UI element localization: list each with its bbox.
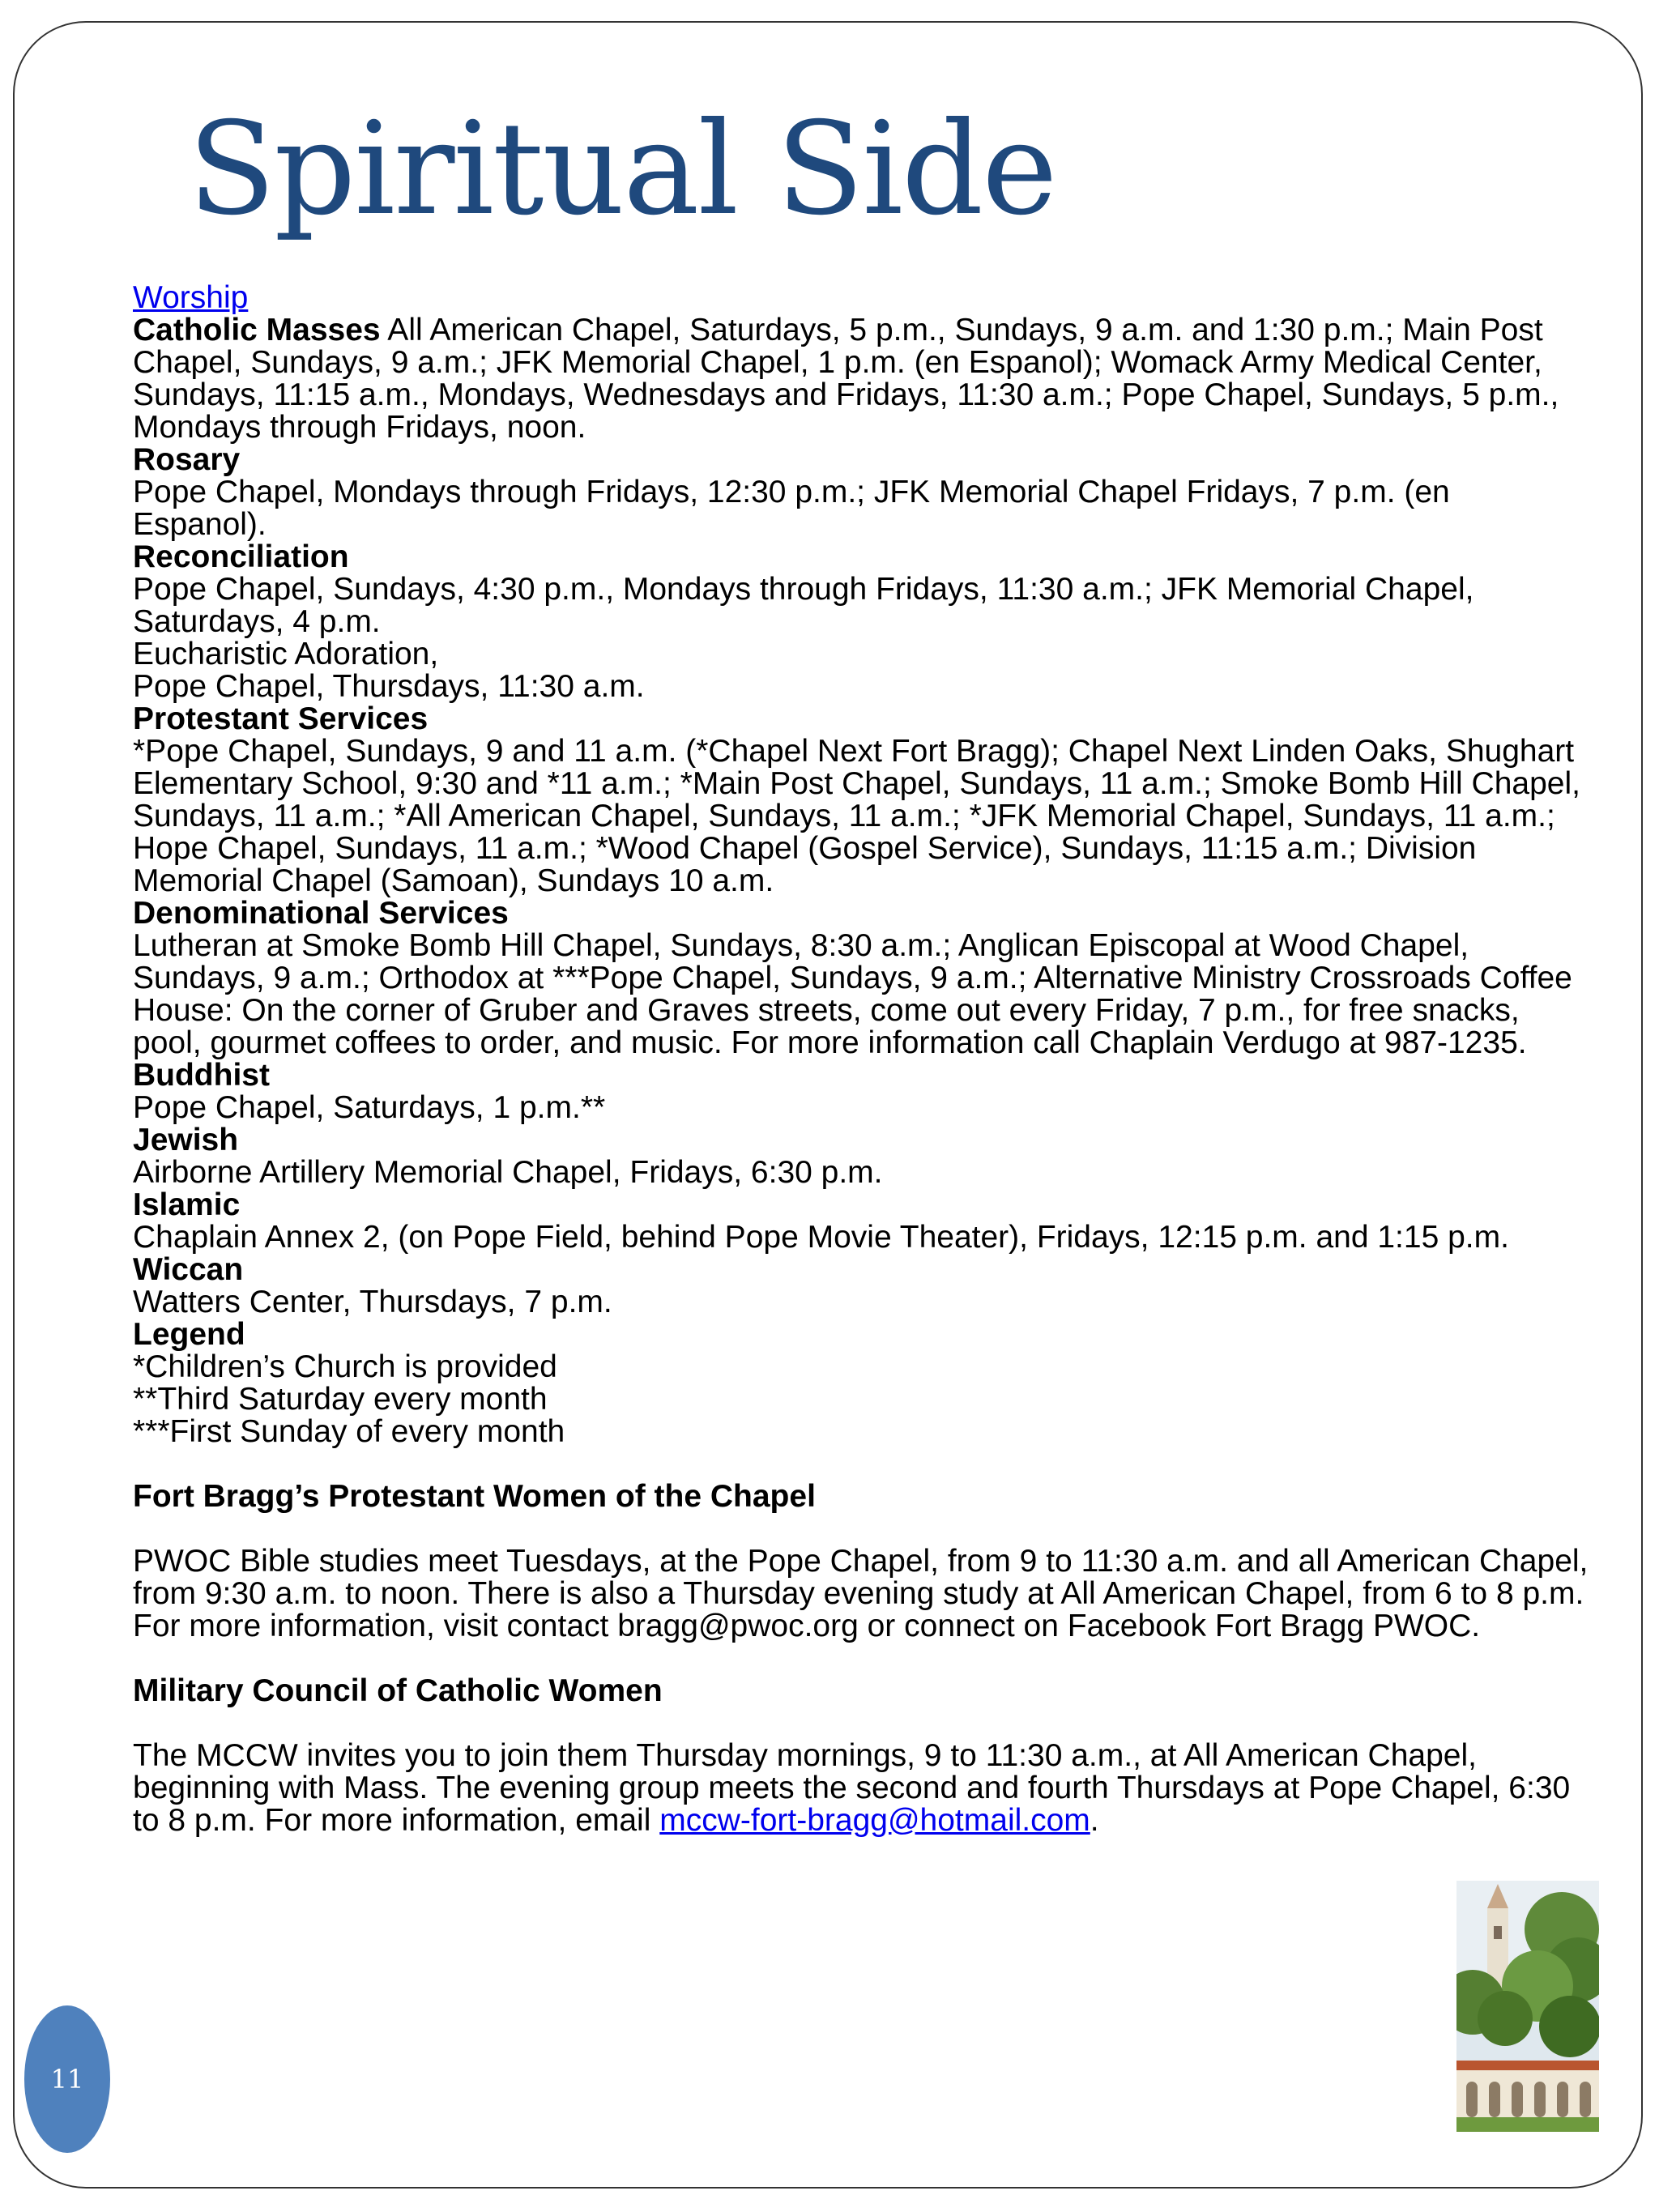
legend-item: *Children’s Church is provided xyxy=(133,1349,557,1384)
section-text: Watters Center, Thursdays, 7 p.m. xyxy=(133,1285,612,1319)
page-number-badge xyxy=(24,2005,110,2153)
mccw-text: The MCCW invites you to join them Thursday mornings, 9 to 11:30 a.m., at All American Chapel, beginning with Mass. The evening group meets the second and fourth Thursdays at Pope Chapel, 6:30 to 8 p.m. For more information, email mccw-fort-bragg@hotmail.com. xyxy=(133,1738,1571,1838)
content-body xyxy=(133,282,1591,1837)
section-heading: Islamic xyxy=(133,1187,241,1222)
mccw-email-link[interactable]: mccw-fort-bragg@hotmail.com xyxy=(659,1803,1090,1838)
section-heading: Jewish xyxy=(133,1123,239,1157)
page-number: 11 xyxy=(50,2064,84,2095)
section-heading: Wiccan xyxy=(133,1252,244,1287)
section-text: Eucharistic Adoration, xyxy=(133,637,439,671)
section-text: Pope Chapel, Sundays, 4:30 p.m., Mondays through Fridays, 11:30 a.m.; JFK Memorial Chapel, Saturdays, 4 p.m. xyxy=(133,572,1474,639)
worship-link[interactable]: Worship xyxy=(133,280,249,315)
section-heading: Buddhist xyxy=(133,1058,270,1093)
section-heading: Protestant Services xyxy=(133,701,429,736)
legend-item: **Third Saturday every month xyxy=(133,1382,548,1417)
section-heading: Reconciliation xyxy=(133,539,349,574)
section-text: All American Chapel, Saturdays, 5 p.m., Sundays, 9 a.m. and 1:30 p.m.; Main Post Chapel, Sundays, 9 a.m.; JFK Memorial Chapel, 1 p.m. (en Espanol); Womack Army Medical Center, Sundays, 11:15 a.m., Mondays, Wednesdays and Fridays, 11:30 a.m.; Pope Chapel, Sundays, 5 p.m., Mondays through Fridays, noon. xyxy=(133,313,1559,445)
section-text: Pope Chapel, Mondays through Fridays, 12:30 p.m.; JFK Memorial Chapel Fridays, 7 p.m. (en Espanol). xyxy=(133,475,1450,542)
section-catholic-masses xyxy=(133,314,1591,444)
section-heading: Rosary xyxy=(133,442,241,477)
section-text: Airborne Artillery Memorial Chapel, Fridays, 6:30 p.m. xyxy=(133,1155,883,1190)
section-text: Chaplain Annex 2, (on Pope Field, behind Pope Movie Theater), Fridays, 12:15 p.m. and 1:15 p.m. xyxy=(133,1220,1509,1255)
chapel-photo xyxy=(1456,1881,1599,2132)
section-text: Pope Chapel, Saturdays, 1 p.m.** xyxy=(133,1090,606,1125)
section-text: Lutheran at Smoke Bomb Hill Chapel, Sundays, 8:30 a.m.; Anglican Episcopal at Wood Chapel, Sundays, 9 a.m.; Orthodox at ***Pope Chapel, Sundays, 9 a.m.; Alternative Ministry Crossroads Coffee House: On the corner of Gruber and Graves streets, come out every Friday, 7 p.m., for free snacks, pool, gourmet coffees to order, and music. For more information call Chaplain Verdugo at 987-1235. xyxy=(133,928,1572,1060)
pwoc-text: PWOC Bible studies meet Tuesdays, at the Pope Chapel, from 9 to 11:30 a.m. and all American Chapel, from 9:30 a.m. to noon. There is also a Thursday evening study at All American Chapel, from 6 to 8 p.m. For more information, visit contact bragg@pwoc.org or connect on Facebook Fort Bragg PWOC. xyxy=(133,1544,1589,1643)
legend-heading: Legend xyxy=(133,1317,245,1352)
section-heading: Catholic Masses xyxy=(133,313,381,347)
pwoc-heading: Fort Bragg’s Protestant Women of the Chapel xyxy=(133,1479,816,1514)
section-text: *Pope Chapel, Sundays, 9 and 11 a.m. (*Chapel Next Fort Bragg); Chapel Next Linden Oaks, Shughart Elementary School, 9:30 and *11 a.m.; *Main Post Chapel, Sundays, 11 a.m.; Smoke Bomb Hill Chapel, Sundays, 11 a.m.; *All American Chapel, Sundays, 11 a.m.; *JFK Memorial Chapel, Sundays, 11 a.m.; Hope Chapel, Sundays, 11 a.m.; *Wood Chapel (Gospel Service), Sundays, 11:15 a.m.; Division Memorial Chapel (Samoan), Sundays 10 a.m. xyxy=(133,734,1580,898)
page-title: Spiritual Side xyxy=(188,95,1056,244)
legend-item: ***First Sunday of every month xyxy=(133,1414,565,1449)
section-heading: Denominational Services xyxy=(133,896,509,931)
mccw-heading: Military Council of Catholic Women xyxy=(133,1673,663,1708)
section-text: Pope Chapel, Thursdays, 11:30 a.m. xyxy=(133,669,645,704)
